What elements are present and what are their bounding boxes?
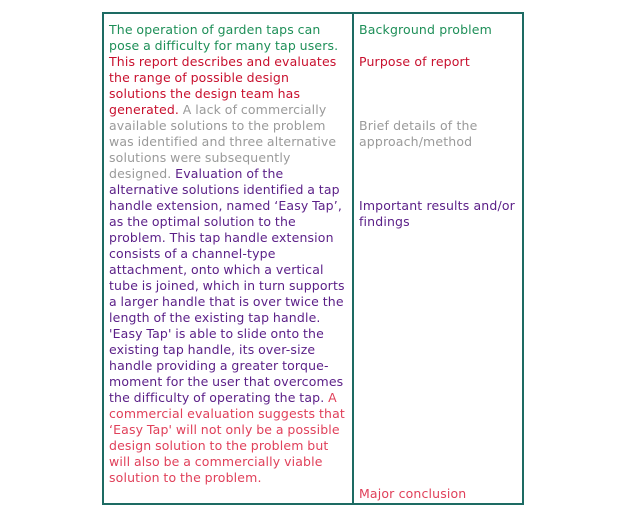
- label-background-problem: Background problem: [359, 22, 492, 37]
- abstract-text-column: [104, 14, 354, 503]
- abstract-paragraph: [109, 22, 348, 486]
- results-segment: Evaluation of the alternative solutions identified a tap handle extension, named ‘Easy Tap’, as the optimal solution to the problem. This tap handle extension consists of a channel-type attachment, onto which a vertical tube is joined, which in turn supports a larger handle that is over twice the length of the existing tap handle. 'Easy Tap' is able to slide onto the existing tap handle, its over-size handle providing a greater torque-moment for the user that overcomes the difficulty of operating the tap.: [109, 166, 345, 405]
- background-segment: The operation of garden taps can pose a difficulty for many tap users.: [109, 22, 339, 53]
- method-segment: A lack of commercially available solutions to the problem was identified and three alternative solutions were subsequently designed.: [109, 102, 337, 181]
- conclusion-segment: A commercial evaluation suggests that ‘Easy Tap' will not only be a possible design solution to the problem but will also be a commercially viable solution to the problem.: [109, 390, 345, 485]
- abstract-annotation-table: [102, 12, 524, 505]
- label-major-conclusion: Major conclusion: [359, 486, 467, 501]
- label-approach-method: Brief details of the approach/method: [359, 118, 478, 149]
- annotation-label-column: [354, 14, 522, 503]
- label-purpose-of-report: Purpose of report: [359, 54, 470, 69]
- purpose-segment: This report describes and evaluates the range of possible design solutions the design team has generated.: [109, 54, 337, 117]
- label-results-findings: Important results and/or findings: [359, 198, 515, 229]
